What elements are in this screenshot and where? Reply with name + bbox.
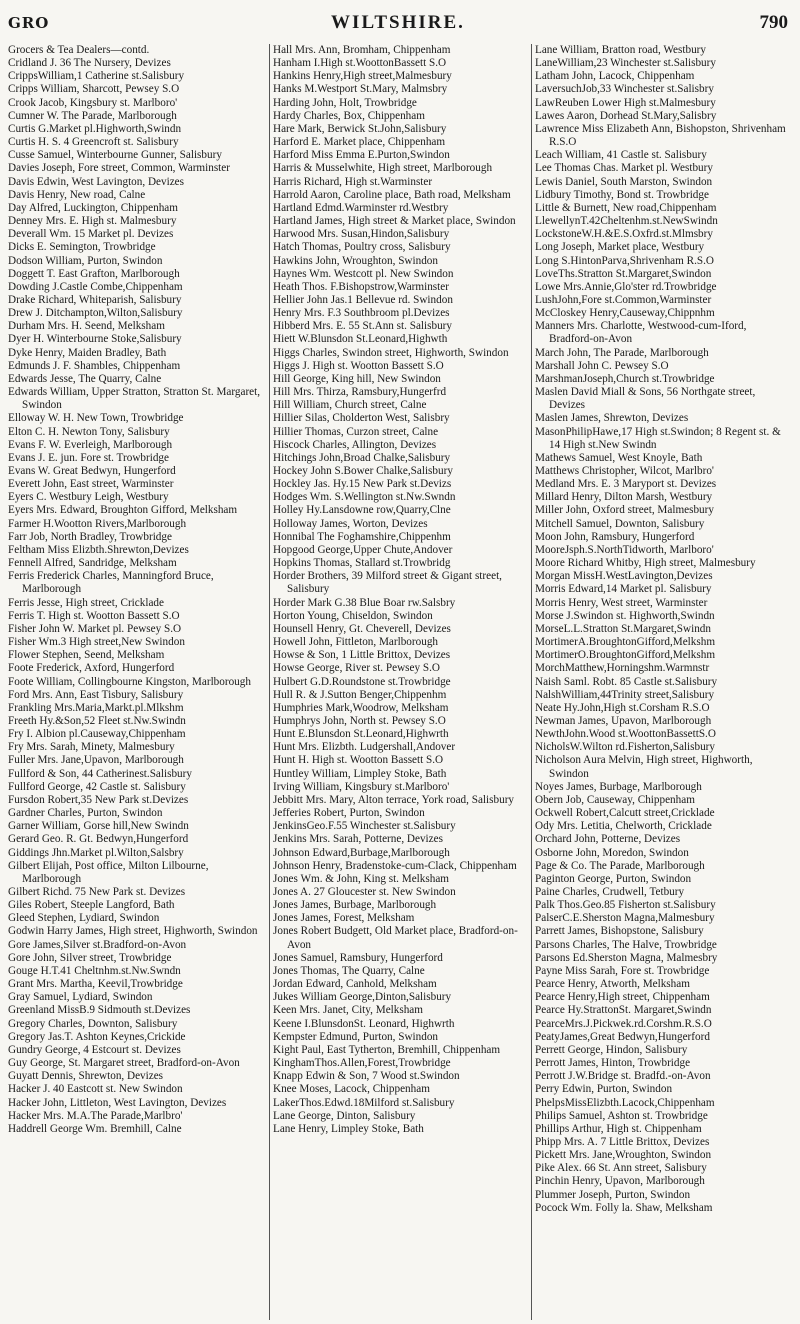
directory-entry: Haynes Wm. Westcott pl. New Swindon [273, 267, 454, 280]
directory-entry: Plummer Joseph, Purton, Swindon [535, 1188, 691, 1201]
directory-entry: MooreJsph.S.NorthTidworth, Marlboro' [535, 543, 714, 556]
directory-entry: Curtis G.Market pl.Highworth,Swindn [8, 122, 182, 135]
directory-entry: Maslen David Miall & Sons, 56 Northgate street, Devizes [535, 386, 756, 412]
directory-entry: JenkinsGeo.F.55 Winchester st.Salisbury [273, 820, 456, 833]
directory-entry: NalshWilliam,44Trinity street,Salisbury [535, 688, 715, 701]
column-3 [532, 44, 794, 1320]
directory-entry: Parsons Charles, The Halve, Trowbridge [535, 938, 717, 951]
directory-entry: Jukes William George,Dinton,Salisbury [273, 991, 452, 1004]
directory-entry: Moon John, Ramsbury, Hungerford [535, 530, 695, 543]
directory-entry: Dowding J.Castle Combe,Chippenham [8, 280, 183, 293]
directory-entry: Cumner W. The Parade, Marlborough [8, 109, 177, 122]
directory-entry: Paine Charles, Crudwell, Tetbury [535, 886, 685, 898]
directory-entry: Hartland James, High street & Market place, Swindon [273, 215, 516, 228]
directory-entry: Perrott James, Hinton, Trowbridge [535, 1057, 691, 1070]
directory-entry: Howse & Son, 1 Little Brittox, Devizes [273, 649, 451, 662]
directory-entry: Fullford & Son, 44 Catherinest.Salisbury [8, 767, 192, 780]
directory-entry: Eyers Mrs. Edward, Broughton Gifford, Melksham [8, 504, 238, 517]
directory-entry: Huntley William, Limpley Stoke, Bath [273, 767, 447, 780]
directory-entry: Jones Samuel, Ramsbury, Hungerford [273, 951, 443, 964]
directory-entry: Hacker J. 40 Eastcott st. New Swindon [8, 1083, 183, 1096]
directory-entry: Morris Henry, West street, Warminster [535, 596, 708, 609]
directory-entry: March John, The Parade, Marlborough [535, 346, 709, 359]
directory-entry: Long S.HintonParva,Shrivenham R.S.O [535, 254, 714, 267]
directory-entry: Curtis H. S. 4 Greencroft st. Salisbury [8, 136, 179, 149]
directory-entry: LoveThs.Stratton St.Margaret,Swindon [535, 267, 712, 280]
column-1 [8, 44, 270, 1320]
directory-entry: LushJohn,Fore st.Common,Warminster [535, 293, 712, 306]
directory-entry: Manners Mrs. Charlotte, Westwood-cum-Iford, Bradford-on-Avon [535, 320, 747, 346]
directory-entry: Greenland MissB.9 Sidmouth st.Devizes [8, 1004, 191, 1017]
directory-entry: Evans J. E. jun. Fore st. Trowbridge [8, 451, 169, 464]
directory-entry: Miller John, Oxford street, Malmesbury [535, 504, 714, 517]
directory-entry: Osborne John, Moredon, Swindon [535, 846, 689, 859]
directory-entry: Dyer H. Winterbourne Stoke,Salisbury [8, 333, 182, 346]
directory-entry: Horder Brothers, 39 Milford street & Gigant street, Salisbury [273, 570, 502, 596]
directory-entry: MorchMatthew,Horningshm.Warmnstr [535, 662, 710, 675]
directory-entry: Jebbitt Mrs. Mary, Alton terrace, York road, Salisbury [273, 793, 515, 806]
directory-entry: Philips Samuel, Ashton st. Trowbridge [535, 1109, 708, 1122]
directory-entry: Henry Mrs. F.3 Southbroom pl.Devizes [273, 307, 450, 320]
directory-entry: Hunt H. High st. Wootton Bassett S.O [273, 754, 444, 767]
directory-entry: Ockwell Robert,Calcutt street,Cricklade [535, 807, 715, 820]
directory-entry: Little & Burnett, New road,Chippenham [535, 201, 717, 214]
directory-entry: Frankling Mrs.Maria,Markt.pl.Mlkshm [8, 701, 184, 714]
directory-entry: Fennell Alfred, Sandridge, Melksham [8, 557, 177, 570]
directory-entry: Matthews Christopher, Wilcot, Marlbro' [535, 465, 714, 477]
directory-entry: Neate Hy.John,High st.Corsham R.S.O [535, 701, 710, 714]
directory-entry: Millard Henry, Dilton Marsh, Westbury [535, 491, 713, 504]
directory-entry: PhelpsMissElizbth.Lacock,Chippenham [535, 1096, 715, 1109]
directory-entry: Kempster Edmund, Purton, Swindon [273, 1030, 439, 1043]
directory-entry: Gilbert Elijah, Post office, Milton Lilbourne, Marlborough [8, 859, 209, 885]
directory-entry: Long Joseph, Market place, Westbury [535, 241, 705, 254]
directory-entry: Mathews Samuel, West Knoyle, Bath [535, 451, 703, 464]
directory-entry: Medland Mrs. E. 3 Maryport st. Devizes [535, 478, 717, 491]
directory-entry: Phipp Mrs. A. 7 Little Brittox, Devizes [535, 1135, 710, 1148]
directory-entry: Hardy Charles, Box, Chippenham [273, 109, 425, 122]
directory-entry: Harris & Musselwhite, High street, Marlborough [273, 162, 493, 175]
directory-entry: Lane Henry, Limpley Stoke, Bath [273, 1122, 424, 1135]
directory-entry: Orchard John, Potterne, Devizes [535, 833, 681, 846]
directory-entry: Ferris T. High st. Wootton Bassett S.O [8, 609, 180, 622]
directory-entry: Johnson Henry, Bradenstoke-cum-Clack, Chippenham [273, 859, 517, 872]
directory-entry: Day Alfred, Luckington, Chippenham [8, 201, 178, 214]
directory-entry: LaneWilliam,23 Winchester st.Salisbury [535, 57, 716, 70]
directory-entry: Morris Edward,14 Market pl. Salisbury [535, 583, 712, 596]
directory-entry: Cripps William, Sharcott, Pewsey S.O [8, 83, 180, 96]
directory-entry: KinghamThos.Allen,Forest,Trowbridge [273, 1057, 451, 1070]
directory-entry: Ferris Frederick Charles, Manningford Bruce, Marlborough [8, 570, 214, 596]
directory-entry: Jones James, Forest, Melksham [273, 912, 415, 925]
directory-entry: NewthJohn.Wood st.WoottonBassettS.O [535, 728, 716, 741]
directory-entry: Gore James,Silver st.Bradford-on-Avon [8, 938, 187, 951]
directory-entry: Johnson Edward,Burbage,Marlborough [273, 846, 450, 859]
directory-entry: Holloway James, Worton, Devizes [273, 517, 428, 530]
directory-entry: Godwin Harry James, High street, Highworth, Swindon [8, 925, 258, 938]
directory-entry: Fisher John W. Market pl. Pewsey S.O [8, 622, 182, 635]
directory-entry: Lewis Daniel, South Marston, Swindon [535, 175, 713, 188]
directory-entry: Hunt Mrs. Elizbth. Ludgershall,Andover [273, 741, 456, 754]
directory-entry: Harford Miss Emma E.Purton,Swindon [273, 149, 450, 162]
directory-entry: Knee Moses, Lacock, Chippenham [273, 1083, 430, 1096]
directory-entry: Gleed Stephen, Lydiard, Swindon [8, 912, 160, 925]
directory-entry: Maslen James, Shrewton, Devizes [535, 412, 689, 425]
directory-entry: Morgan MissH.WestLavington,Devizes [535, 570, 713, 583]
directory-entry: Haddrell George Wm. Bremhill, Calne [8, 1122, 182, 1135]
directory-entry: Gilbert Richd. 75 New Park st. Devizes [8, 886, 186, 898]
directory-entry: Giddings Jhn.Market pl.Wilton,Salsbry [8, 846, 184, 859]
directory-entry: Drake Richard, Whiteparish, Salisbury [8, 293, 182, 306]
section-abbrev: GRO [8, 14, 50, 32]
directory-entry: Jenkins Mrs. Sarah, Potterne, Devizes [273, 833, 443, 846]
directory-entry: Hill Mrs. Thirza, Ramsbury,Hungerfrd [273, 386, 447, 399]
directory-entry: Newman James, Upavon, Marlborough [535, 714, 712, 727]
directory-entry: Humphries Mark,Woodrow, Melksham [273, 701, 449, 714]
directory-entry: Davis Henry, New road, Calne [8, 188, 146, 201]
directory-entry: Cridland J. 36 The Nursery, Devizes [8, 57, 171, 70]
directory-entry: Lee Thomas Chas. Market pl. Westbury [535, 162, 713, 175]
directory-entry: Edmunds J. F. Shambles, Chippenham [8, 359, 181, 372]
directory-entry: Horton Young, Chiseldon, Swindon [273, 609, 433, 622]
directory-entry: Hillier Silas, Cholderton West, Salisbry [273, 412, 450, 425]
directory-entry: Dicks E. Semington, Trowbridge [8, 241, 156, 254]
directory-entry: Hill George, King hill, New Swindon [273, 372, 441, 385]
directory-entry: Marshall John C. Pewsey S.O [535, 359, 669, 372]
directory-entry: Hunt E.Blunsdon St.Leonard,Highwrth [273, 728, 449, 741]
directory-entry: Pearce Henry,High street, Chippenham [535, 991, 710, 1004]
directory-entry: Eyers C. Westbury Leigh, Westbury [8, 491, 169, 504]
directory-entry: Hodges Wm. S.Wellington st.Nw.Swndn [273, 491, 456, 504]
directory-entry: MortimerA.BroughtonGifford,Melkshm [535, 636, 716, 649]
directory-entry: Keen Mrs. Janet, City, Melksham [273, 1004, 423, 1017]
directory-entry: Howell John, Fittleton, Marlborough [273, 636, 439, 649]
directory-entry: Harris Richard, High st.Warminster [273, 175, 433, 188]
directory-entry: Perrott J.W.Bridge st. Bradfd.-on-Avon [535, 1070, 711, 1083]
directory-entry: Irving William, Kingsbury st.Marlboro' [273, 780, 450, 793]
directory-entry: Page & Co. The Parade, Marlborough [535, 859, 705, 872]
directory-entry: Foote William, Collingbourne Kingston, Marlborough [8, 675, 251, 688]
directory-entry: Higgs Charles, Swindon street, Highworth, Swindon [273, 346, 509, 359]
directory-entry: Ford Mrs. Ann, East Tisbury, Salisbury [8, 688, 184, 701]
directory-entry: LlewellynT.42Cheltenhm.st.NewSwindn [535, 215, 718, 228]
directory-entry: Hull R. & J.Sutton Benger,Chippenhm [273, 688, 447, 701]
directory-entry: Fry Mrs. Sarah, Minety, Malmesbury [8, 741, 175, 754]
directory-entry: Jones James, Burbage, Marlborough [273, 899, 437, 912]
directory-entry: Hopgood George,Upper Chute,Andover [273, 543, 453, 556]
directory-entry: PalserC.E.Sherston Magna,Malmesbury [535, 912, 715, 925]
directory-entry: Flower Stephen, Seend, Melksham [8, 649, 165, 662]
page-title: WILTSHIRE. [331, 12, 465, 33]
directory-entry: Hitchings John,Broad Chalke,Salisbury [273, 451, 451, 464]
directory-entry: Fry I. Albion pl.Causeway,Chippenham [8, 728, 186, 741]
directory-entry: Hatch Thomas, Poultry cross, Salisbury [273, 241, 451, 254]
directory-entry: Guyatt Dennis, Shrewton, Devizes [8, 1070, 164, 1083]
directory-entry: Deverall Wm. 15 Market pl. Devizes [8, 228, 174, 241]
directory-entry: Drew J. Ditchampton,Wilton,Salisbury [8, 307, 183, 320]
directory-entry: Gundry George, 4 Estcourt st. Devizes [8, 1043, 181, 1056]
directory-entry: Keene I.BlunsdonSt. Leonard, Highwrth [273, 1017, 455, 1030]
directory-entry: Mitchell Samuel, Downton, Salisbury [535, 517, 705, 530]
directory-entry: Lowe Mrs.Annie,Glo'ster rd.Trowbridge [535, 280, 717, 293]
directory-entry: Parrett James, Bishopstone, Salisbury [535, 925, 704, 938]
directory-entry: Elloway W. H. New Town, Trowbridge [8, 412, 184, 425]
directory-entry: Hanks M.Westport St.Mary, Malmsbry [273, 83, 448, 96]
directory-entry: Freeth Hy.&Son,52 Fleet st.Nw.Swindn [8, 714, 186, 727]
directory-entry: Perrett George, Hindon, Salisbury [535, 1043, 688, 1056]
directory-entry: Lawes Aaron, Dorhead St.Mary,Salisbry [535, 109, 717, 122]
directory-entry: Morse J.Swindon st. Highworth,Swindn [535, 609, 715, 622]
directory-entry: Harrold Aaron, Caroline place, Bath road, Melksham [273, 188, 511, 201]
directory-entry: Edwards Jesse, The Quarry, Calne [8, 372, 162, 385]
directory-entry: Humphrys John, North st. Pewsey S.O [273, 714, 446, 727]
directory-entry: Paginton George, Purton, Swindon [535, 872, 692, 885]
page-header [8, 6, 788, 40]
directory-entry: Gregory Jas.T. Ashton Keynes,Crickide [8, 1030, 186, 1043]
directory-entry: Guy George, St. Margaret street, Bradford-on-Avon [8, 1057, 240, 1070]
directory-entry: Fullford George, 42 Castle st. Salisbury [8, 780, 186, 793]
directory-entry: Lidbury Timothy, Bond st. Trowbridge [535, 188, 709, 201]
directory-entry: Pickett Mrs. Jane,Wroughton, Swindon [535, 1149, 712, 1162]
directory-entry: Dodson William, Purton, Swindon [8, 254, 163, 267]
directory-entry: Garner William, Gorse hill,New Swindn [8, 820, 189, 833]
directory-entry: Hawkins John, Wroughton, Swindon [273, 254, 438, 267]
directory-entry: Jefferies Robert, Purton, Swindon [273, 807, 425, 820]
directory-entry: Perry Edwin, Purton, Swindon [535, 1083, 673, 1096]
directory-entry: Kight Paul, East Tytherton, Bremhill, Chippenham [273, 1043, 501, 1056]
directory-entry: Hillier Thomas, Curzon street, Calne [273, 425, 439, 438]
directory-entry: Gardner Charles, Purton, Swindon [8, 807, 163, 820]
directory-entry: Harford E. Market place, Chippenham [273, 136, 446, 149]
directory-entry: Fisher Wm.3 High street,New Swindon [8, 636, 185, 649]
directory-entry: Latham John, Lacock, Chippenham [535, 70, 695, 83]
directory-entry: Grocers & Tea Dealers—contd. [8, 44, 150, 56]
directory-entry: Davies Joseph, Fore street, Common, Warminster [8, 162, 230, 175]
directory-entry: LakerThos.Edwd.18Milford st.Salisbury [273, 1096, 455, 1109]
directory-entry: Pocock Wm. Folly la. Shaw, Melksham [535, 1201, 713, 1214]
directory-entry: Payne Miss Sarah, Fore st. Trowbridge [535, 964, 710, 977]
directory-entry: Honnibal The Foghamshire,Chippenhm [273, 530, 451, 543]
directory-entry: Gouge H.T.41 Cheltnhm.st.Nw.Swndn [8, 964, 181, 977]
directory-entry: Grant Mrs. Martha, Keevil,Trowbridge [8, 978, 183, 991]
directory-entry: Everett John, East street, Warminster [8, 478, 174, 491]
directory-entry: Palk Thos.Geo.85 Fisherton st.Salisbury [535, 899, 716, 912]
directory-entry: Doggett T. East Grafton, Marlborough [8, 267, 180, 280]
directory-entry: Parsons Ed.Sherston Magna, Malmesbry [535, 951, 718, 964]
directory-entry: Jones A. 27 Gloucester st. New Swindon [273, 886, 456, 898]
directory-entry: Lawrence Miss Elizabeth Ann, Bishopston, Shrivenham R.S.O [535, 122, 786, 149]
directory-entry: Hibberd Mrs. E. 55 St.Ann st. Salisbury [273, 320, 452, 333]
directory-entry: Lane William, Bratton road, Westbury [535, 44, 706, 56]
directory-entry: Howse George, River st. Pewsey S.O [273, 662, 440, 675]
directory-entry: Foote Frederick, Axford, Hungerford [8, 662, 175, 675]
directory-entry: Hockey John S.Bower Chalke,Salisbury [273, 465, 453, 477]
directory-entry: Giles Robert, Steeple Langford, Bath [8, 899, 175, 912]
directory-entry: Ody Mrs. Letitia, Chelworth, Cricklade [535, 820, 712, 833]
directory-entry: LaversuchJob,33 Winchester st.Salisbry [535, 83, 714, 96]
directory-entry: Ferris Jesse, High street, Cricklade [8, 596, 164, 609]
column-2 [270, 44, 532, 1320]
directory-entry: Naish Saml. Robt. 85 Castle st.Salisbury [535, 675, 718, 688]
directory-entry: Evans F. W. Everleigh, Marlborough [8, 438, 173, 451]
directory-entry: Durham Mrs. H. Seend, Melksham [8, 320, 165, 333]
directory-entry: Pinchin Henry, Upavon, Marlborough [535, 1175, 705, 1188]
directory-entry: Hacker John, Littleton, West Lavington, Devizes [8, 1096, 227, 1109]
directory-entry: Holley Hy.Lansdowne row,Quarry,Clne [273, 504, 451, 517]
directory-entry: Knapp Edwin & Son, 7 Wood st.Swindon [273, 1070, 460, 1083]
directory-entry: Hall Mrs. Ann, Bromham, Chippenham [273, 44, 451, 56]
directory-entry: Dyke Henry, Maiden Bradley, Bath [8, 346, 167, 359]
directory-entry: Pike Alex. 66 St. Ann street, Salisbury [535, 1162, 707, 1175]
directory-entry: Evans W. Great Bedwyn, Hungerford [8, 465, 176, 477]
directory-entry: PeatyJames,Great Bedwyn,Hungerford [535, 1030, 710, 1043]
directory-entry: Jones Wm. & John, King st. Melksham [273, 872, 449, 885]
directory-entry: Edwards William, Upper Stratton, Stratton St. Margaret, Swindon [8, 386, 261, 412]
directory-entry: Farmer H.Wootton Rivers,Marlborough [8, 517, 187, 530]
directory-entry: Leach William, 41 Castle st. Salisbury [535, 149, 707, 162]
directory-entry: Hopkins Thomas, Stallard st.Trowbridg [273, 557, 451, 570]
directory-entry: Fuller Mrs. Jane,Upavon, Marlborough [8, 754, 184, 767]
directory-entry: Hiscock Charles, Allington, Devizes [273, 438, 437, 451]
directory-entry: PearceMrs.J.Pickwek.rd.Corshm.R.S.O [535, 1017, 712, 1030]
directory-entry: Hill William, Church street, Calne [273, 399, 427, 412]
directory-entry: Crook Jacob, Kingsbury st. Marlboro' [8, 96, 178, 109]
directory-entry: Feltham Miss Elizbth.Shrewton,Devizes [8, 543, 189, 556]
directory-entry: Davis Edwin, West Lavington, Devizes [8, 175, 184, 188]
directory-entry: Obern Job, Causeway, Chippenham [535, 793, 695, 806]
directory-entry: Higgs J. High st. Wootton Bassett S.O [273, 359, 444, 372]
directory-entry: Denney Mrs. E. High st. Malmesbury [8, 215, 177, 228]
directory-entry: Pearce Henry, Atworth, Melksham [535, 978, 690, 991]
directory-entry: Horder Mark G.38 Blue Boar rw.Salsbry [273, 596, 456, 609]
directory-entry: Pearce Hy.StrattonSt. Margaret,Swindn [535, 1004, 712, 1017]
directory-entry: MortimerO.BroughtonGifford,Melkshm [535, 649, 716, 662]
directory-entry: Hacker Mrs. M.A.The Parade,Marlbro' [8, 1109, 183, 1122]
directory-entry: Gregory Charles, Downton, Salisbury [8, 1017, 178, 1030]
directory-entry: MasonPhilipHawe,17 High st.Swindon; 8 Regent st. & 14 High st.New Swindn [535, 425, 781, 451]
directory-entry: Harding John, Holt, Trowbridge [273, 96, 417, 109]
directory-entry: Noyes James, Burbage, Marlborough [535, 780, 702, 793]
directory-entry: Nicholson Aura Melvin, High street, Highworth, Swindon [535, 754, 753, 780]
directory-entry: Hellier John Jas.1 Bellevue rd. Swindon [273, 293, 453, 306]
directory-entry: LockstoneW.H.&E.S.Oxfrd.st.Mlmsbry [535, 228, 713, 241]
directory-entry: CrippsWilliam,1 Catherine st.Salisbury [8, 70, 185, 83]
directory-entry: Hockley Jas. Hy.15 New Park st.Devizs [273, 478, 452, 491]
directory-entry: Heath Thos. F.Bishopstrow,Warminster [273, 280, 449, 293]
page-number: 790 [759, 12, 788, 33]
directory-entry: MarshmanJoseph,Church st.Trowbridge [535, 372, 715, 385]
directory-entry: Fursdon Robert,35 New Park st.Devizes [8, 793, 189, 806]
directory-entry: Moore Richard Whitby, High street, Malmesbury [535, 557, 756, 570]
directory-entry: McCloskey Henry,Causeway,Chippnhm [535, 307, 715, 320]
directory-entry: Hiett W.Blunsdon St.Leonard,Highwth [273, 333, 448, 346]
directory-entry: Jordan Edward, Canhold, Melksham [273, 978, 437, 991]
directory-entry: Hanham I.High st.WoottonBassett S.O [273, 57, 447, 70]
directory-entry: Jones Thomas, The Quarry, Calne [273, 964, 425, 977]
directory-entry: Phillips Arthur, High st. Chippenham [535, 1122, 702, 1135]
directory-entry: Hartland Edmd.Warminster rd.Westbry [273, 201, 449, 214]
directory-entry: Hare Mark, Berwick St.John,Salisbury [273, 122, 447, 135]
directory-entry: Cusse Samuel, Winterbourne Gunner, Salisbury [8, 149, 222, 162]
directory-entry: MorseL.L.Stratton St.Margaret,Swindn [535, 622, 711, 635]
directory-entry: Jones Robert Budgett, Old Market place, Bradford-on-Avon [273, 925, 518, 951]
directory-entry: Gerard Geo. R. Gt. Bedwyn,Hungerford [8, 833, 189, 846]
directory-entry: NicholsW.Wilton rd.Fisherton,Salisbury [535, 741, 715, 754]
directory-entry: Hulbert G.D.Roundstone st.Trowbridge [273, 675, 451, 688]
columns [8, 44, 794, 1320]
directory-entry: LawReuben Lower High st.Malmesbury [535, 96, 716, 109]
directory-entry: Hounsell Henry, Gt. Cheverell, Devizes [273, 622, 451, 635]
directory-entry: Elton C. H. Newton Tony, Salisbury [8, 425, 170, 438]
directory-entry: Hankins Henry,High street,Malmesbury [273, 70, 452, 83]
directory-entry: Gray Samuel, Lydiard, Swindon [8, 991, 153, 1004]
directory-entry: Lane George, Dinton, Salisbury [273, 1109, 416, 1122]
directory-entry: Harwood Mrs. Susan,Hindon,Salisbury [273, 228, 450, 241]
directory-entry: Gore John, Silver street, Trowbridge [8, 951, 172, 964]
directory-entry: Farr Job, North Bradley, Trowbridge [8, 530, 172, 543]
